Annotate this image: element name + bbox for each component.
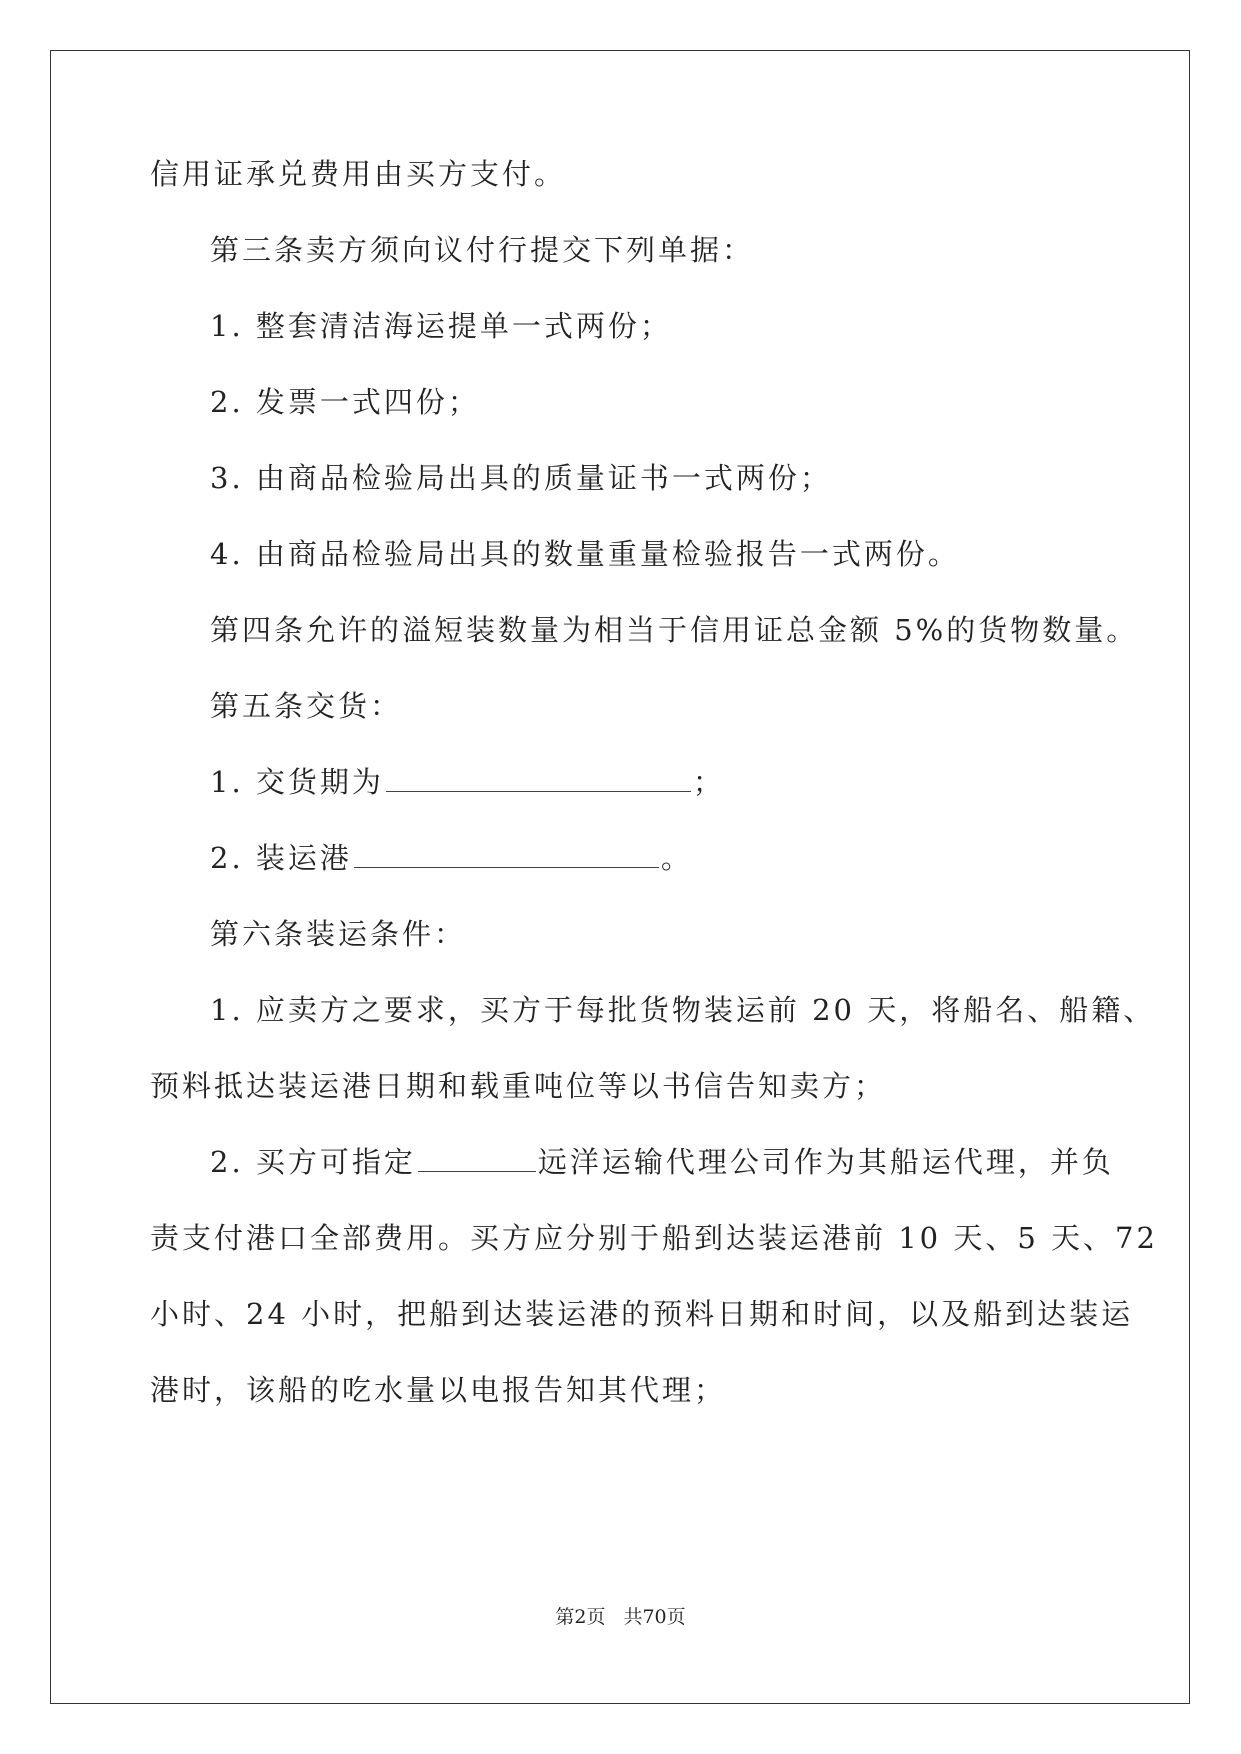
list-item: 1. 整套清洁海运提单一式两份； [210,309,672,343]
agent-blank [418,1143,536,1172]
total-pages: 70 [642,1606,667,1628]
agent-line [210,1142,1114,1182]
list-item: 4. 由商品检验局出具的数量重量检验报告一式两份。 [210,537,960,571]
paragraph-line: 预料抵达装运港日期和载重吨位等以书信告知卖方； [150,1069,887,1103]
list-item: 2. 发票一式四份； [210,385,480,419]
delivery-period-line [210,762,725,802]
paragraph-line: 1. 应卖方之要求，买方于每批货物装运前 20 天，将船名、船籍、 [210,993,1156,1027]
agent-text: 远洋运输代理公司作为其船运代理，并负 [537,1145,1114,1179]
paragraph-line: 小时、24 小时，把船到达装运港的预料日期和时间，以及船到达装运 [150,1297,1134,1331]
agent-label: 2. 买方可指定 [210,1145,416,1179]
loading-port-blank [354,839,659,868]
delivery-period-end: ； [692,765,725,799]
paragraph-line: 港时，该船的吃水量以电报告知其代理； [150,1373,727,1407]
page-number: 2 [574,1606,587,1628]
total-prefix: 共 [623,1606,643,1628]
loading-port-line [210,838,693,878]
page-suffix: 页 [586,1606,606,1628]
page-prefix: 第 [555,1606,575,1628]
total-suffix: 页 [666,1606,686,1628]
list-item: 3. 由商品检验局出具的质量证书一式两份； [210,461,832,495]
page-footer [0,1605,1241,1629]
article-3-heading: 第三条卖方须向议付行提交下列单据： [210,233,755,267]
paragraph-line: 责支付港口全部费用。买方应分别于船到达装运港前 10 天、5 天、72 [150,1221,1158,1255]
loading-port-end: 。 [660,841,693,875]
article-5-heading: 第五条交货： [210,689,403,723]
loading-port-label: 2. 装运港 [210,841,352,875]
article-4-text: 第四条允许的溢短装数量为相当于信用证总金额 5%的货物数量。 [210,613,1139,647]
paragraph-line: 信用证承兑费用由买方支付。 [150,157,567,191]
delivery-period-blank [386,763,691,792]
article-6-heading: 第六条装运条件： [210,917,467,951]
delivery-period-label: 1. 交货期为 [210,765,384,799]
